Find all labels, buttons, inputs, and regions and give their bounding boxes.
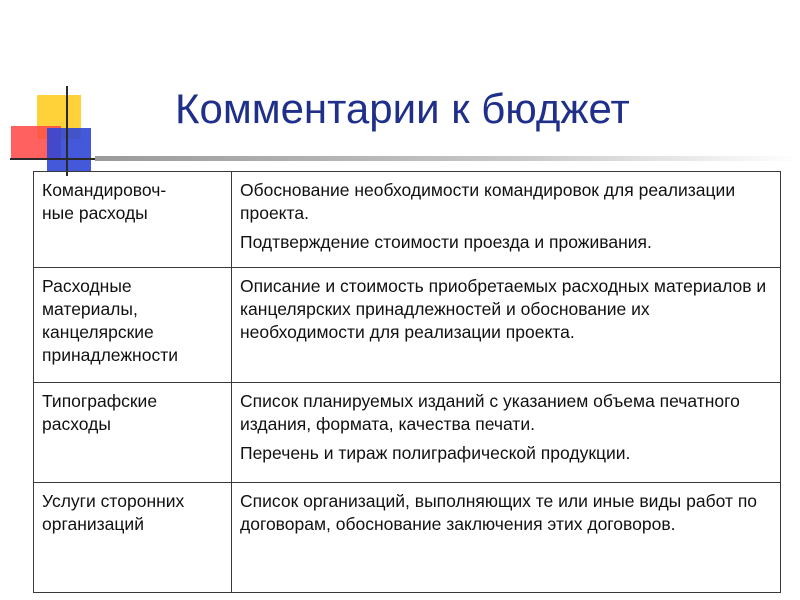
category-cell bbox=[34, 268, 232, 383]
category-line: ные расходы bbox=[42, 203, 148, 223]
title-underline bbox=[95, 156, 800, 161]
table-row bbox=[34, 383, 781, 483]
category-cell bbox=[34, 383, 232, 483]
category-line: Командировоч- bbox=[42, 180, 167, 200]
category-line: Услуги сторонних bbox=[42, 491, 185, 511]
details-paragraph: Обоснование необходимости командировок для реализации проекта. bbox=[240, 180, 736, 223]
details-cell bbox=[232, 268, 781, 383]
decor-blue-square bbox=[47, 128, 91, 172]
details-paragraph: Подтверждение стоимости проезда и проживания. bbox=[240, 232, 652, 252]
category-line: материалы, bbox=[42, 299, 138, 319]
details-paragraph: Список планируемых изданий с указанием объема печатного издания, формата, качества печати. bbox=[240, 391, 740, 434]
details-paragraph: Список организаций, выполняющих те или иные виды работ по договорам, обоснование заключения этих договоров. bbox=[240, 491, 758, 534]
budget-comments-table bbox=[33, 171, 781, 593]
category-line: Расходные bbox=[42, 276, 132, 296]
slide-title: Комментарии к бюджет bbox=[175, 85, 630, 132]
category-line: принадлежности bbox=[42, 345, 178, 365]
details-cell bbox=[232, 483, 781, 593]
category-line: расходы bbox=[42, 414, 111, 434]
category-line: канцелярские bbox=[42, 322, 154, 342]
details-cell bbox=[232, 172, 781, 268]
table-row bbox=[34, 172, 781, 268]
category-cell bbox=[34, 483, 232, 593]
table-row bbox=[34, 268, 781, 383]
details-paragraph: Описание и стоимость приобретаемых расходных материалов и канцелярских принадлежностей и обоснование их необходимости для реализации проекта. bbox=[240, 276, 767, 342]
decor-vertical-line bbox=[66, 86, 68, 176]
table-row bbox=[34, 483, 781, 593]
category-line: организаций bbox=[42, 514, 144, 534]
details-paragraph: Перечень и тираж полиграфической продукции. bbox=[240, 443, 631, 463]
category-line: Типографские bbox=[42, 391, 158, 411]
category-cell bbox=[34, 172, 232, 268]
details-cell bbox=[232, 383, 781, 483]
